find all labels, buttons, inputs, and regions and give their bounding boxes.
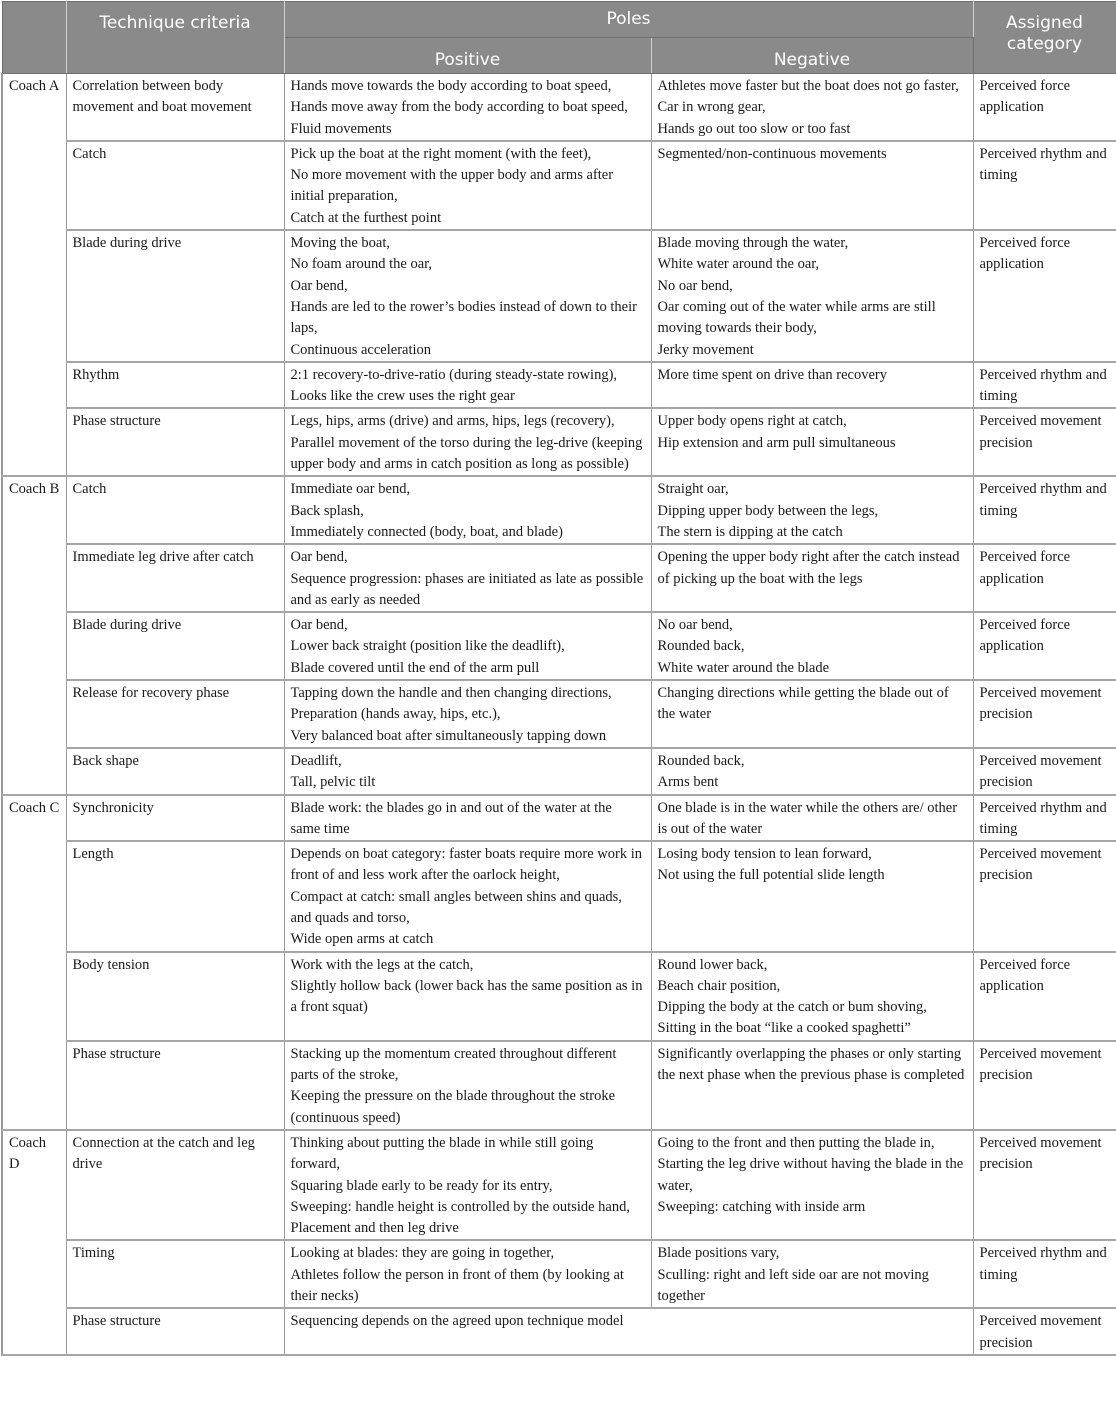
positive-cell xyxy=(284,544,651,612)
table-row xyxy=(2,230,1116,362)
category-cell: Perceived force application xyxy=(973,544,1116,612)
positive-cell-line: Tall, pelvic tilt xyxy=(290,774,376,791)
table-row xyxy=(2,1308,1116,1355)
criterion-cell: Catch xyxy=(66,476,284,544)
positive-cell-line: Immediately connected (body, boat, and blade) xyxy=(290,523,563,540)
table-row xyxy=(2,476,1116,544)
table-body xyxy=(2,74,1116,1355)
category-cell: Perceived rhythm and timing xyxy=(973,1240,1116,1308)
positive-cell-line: Looks like the crew uses the right gear xyxy=(290,388,515,405)
negative-cell-line: Jerky movement xyxy=(657,341,754,358)
category-cell: Perceived rhythm and timing xyxy=(973,476,1116,544)
negative-cell xyxy=(651,74,973,141)
positive-cell-line: Deadlift, xyxy=(290,752,342,769)
table-row xyxy=(2,141,1116,230)
category-cell: Perceived force application xyxy=(973,74,1116,141)
negative-cell-line: Rounded back, xyxy=(657,638,745,655)
positive-cell-line: Catch at the furthest point xyxy=(290,209,442,226)
criterion-cell: Back shape xyxy=(66,748,284,795)
negative-cell xyxy=(651,230,973,362)
table-row xyxy=(2,408,1116,476)
negative-cell xyxy=(651,795,973,842)
negative-cell-line: Dipping upper body between the legs, xyxy=(657,502,879,519)
positive-cell-line: Compact at catch: small angles between shins and quads, and quads and torso, xyxy=(290,888,622,926)
positive-cell-line: Tapping down the handle and then changing directions, xyxy=(290,685,612,702)
negative-cell-line: Hip extension and arm pull simultaneous xyxy=(657,434,896,451)
positive-cell xyxy=(284,408,651,476)
positive-cell-line: Work with the legs at the catch, xyxy=(290,956,474,973)
positive-cell-line: Blade work: the blades go in and out of the water at the same time xyxy=(290,799,612,837)
header-coach xyxy=(2,2,66,74)
negative-cell-line: White water around the oar, xyxy=(657,256,820,273)
negative-cell xyxy=(651,680,973,748)
criterion-cell: Blade during drive xyxy=(66,612,284,680)
header-assigned-category: Assigned category xyxy=(973,2,1116,74)
category-cell: Perceived force application xyxy=(973,952,1116,1041)
positive-cell-line: Hands move towards the body according to boat speed, xyxy=(290,78,612,94)
table-row xyxy=(2,544,1116,612)
criterion-cell: Body tension xyxy=(66,952,284,1041)
negative-cell xyxy=(651,408,973,476)
positive-cell xyxy=(284,362,651,409)
positive-cell-line: Stacking up the momentum created throughout different parts of the stroke, xyxy=(290,1045,617,1084)
positive-cell xyxy=(284,841,651,951)
negative-cell-line: Changing directions while getting the blade out of the water xyxy=(657,685,949,723)
positive-cell-line: Back splash, xyxy=(290,502,364,519)
positive-cell xyxy=(284,612,651,680)
positive-cell-line: Depends on boat category: faster boats require more work in front of and less work after the oarlock height, xyxy=(290,846,643,884)
table-row xyxy=(2,1130,1116,1240)
table-row xyxy=(2,680,1116,748)
positive-cell xyxy=(284,680,651,748)
positive-cell-line: Preparation (hands away, hips, etc.), xyxy=(290,706,501,723)
negative-cell-line: Beach chair position, xyxy=(657,977,781,994)
negative-cell-line: White water around the blade xyxy=(657,659,830,676)
header-positive: Positive xyxy=(284,38,651,74)
negative-cell-line: Oar coming out of the water while arms are still moving towards their body, xyxy=(657,298,936,337)
table-row xyxy=(2,795,1116,842)
coach-name: Coach B xyxy=(2,476,66,794)
coach-name: Coach D xyxy=(2,1130,66,1355)
positive-cell-line: Sequence progression: phases are initiated as late as possible and as early as needed xyxy=(290,570,644,608)
positive-cell-line: Continuous acceleration xyxy=(290,341,432,358)
criterion-cell: Phase structure xyxy=(66,1308,284,1355)
positive-cell-line: Moving the boat, xyxy=(290,235,390,252)
negative-cell-line: Straight oar, xyxy=(657,481,729,498)
negative-cell xyxy=(651,612,973,680)
negative-cell-line: Upper body opens right at catch, xyxy=(657,413,847,430)
negative-cell-line: Dipping the body at the catch or bum shoving, xyxy=(657,999,927,1016)
negative-cell-line: One blade is in the water while the others are/ other is out of the water xyxy=(657,799,958,837)
table-row xyxy=(2,748,1116,795)
positive-cell xyxy=(284,1130,651,1240)
table-row xyxy=(2,362,1116,409)
negative-cell xyxy=(651,1041,973,1130)
category-cell: Perceived movement precision xyxy=(973,408,1116,476)
table-row xyxy=(2,841,1116,951)
negative-cell xyxy=(651,476,973,544)
negative-cell-line: Opening the upper body right after the catch instead of picking up the boat with the legs xyxy=(657,549,960,587)
criterion-cell: Correlation between body movement and boat movement xyxy=(66,74,284,141)
table-row xyxy=(2,1240,1116,1308)
positive-cell-line: Oar bend, xyxy=(290,549,348,566)
category-cell: Perceived movement precision xyxy=(973,1041,1116,1130)
negative-cell-line: Blade moving through the water, xyxy=(657,235,849,252)
negative-cell-line: No oar bend, xyxy=(657,617,733,634)
criterion-cell: Blade during drive xyxy=(66,230,284,362)
positive-cell-line: Immediate oar bend, xyxy=(290,481,411,498)
table-row xyxy=(2,952,1116,1041)
negative-cell-line: Athletes move faster but the boat does not go faster, xyxy=(657,78,959,94)
positive-cell xyxy=(284,230,651,362)
positive-cell xyxy=(284,476,651,544)
negative-cell-line: More time spent on drive than recovery xyxy=(657,366,888,383)
coach-name: Coach A xyxy=(2,74,66,477)
category-cell: Perceived movement precision xyxy=(973,1308,1116,1355)
positive-cell-line: Blade covered until the end of the arm pull xyxy=(290,659,540,676)
category-cell: Perceived rhythm and timing xyxy=(973,141,1116,230)
negative-cell xyxy=(651,1130,973,1240)
positive-cell-line: Very balanced boat after simultaneously tapping down xyxy=(290,727,607,744)
technique-criteria-table xyxy=(1,1,1116,1356)
positive-cell-line: Sweeping: handle height is controlled by the outside hand, xyxy=(290,1198,630,1215)
header-technique-criteria: Technique criteria xyxy=(66,2,284,74)
positive-cell-line: No more movement with the upper body and arms after initial preparation, xyxy=(290,167,614,205)
negative-cell-line: Rounded back, xyxy=(657,752,745,769)
header-poles: Poles xyxy=(284,2,973,38)
negative-cell xyxy=(651,141,973,230)
positive-cell-line: 2:1 recovery-to-drive-ratio (during steady-state rowing), xyxy=(290,366,618,383)
negative-cell-line: Sweeping: catching with inside arm xyxy=(657,1198,866,1215)
negative-cell-line: No oar bend, xyxy=(657,277,733,294)
positive-cell xyxy=(284,1041,651,1130)
negative-cell-line: Segmented/non-continuous movements xyxy=(657,145,887,162)
category-cell: Perceived movement precision xyxy=(973,841,1116,951)
negative-cell-line: Going to the front and then putting the blade in, xyxy=(657,1134,935,1151)
positive-cell xyxy=(284,141,651,230)
positive-cell-line: Hands move away from the body according to boat speed, xyxy=(290,99,628,116)
table-row xyxy=(2,1041,1116,1130)
criterion-cell: Release for recovery phase xyxy=(66,680,284,748)
merged-poles-cell: Sequencing depends on the agreed upon technique model xyxy=(284,1308,973,1355)
criterion-cell: Synchronicity xyxy=(66,795,284,842)
criterion-cell: Catch xyxy=(66,141,284,230)
positive-cell-line: Wide open arms at catch xyxy=(290,931,434,948)
criterion-cell: Rhythm xyxy=(66,362,284,409)
criterion-cell: Timing xyxy=(66,1240,284,1308)
positive-cell-line: Thinking about putting the blade in while still going forward, xyxy=(290,1134,594,1173)
category-cell: Perceived force application xyxy=(973,230,1116,362)
criterion-cell: Connection at the catch and leg drive xyxy=(66,1130,284,1240)
negative-cell-line: Sitting in the boat “like a cooked spaghetti” xyxy=(657,1020,911,1037)
criterion-cell: Phase structure xyxy=(66,1041,284,1130)
category-cell: Perceived movement precision xyxy=(973,1130,1116,1240)
table-row xyxy=(2,612,1116,680)
positive-cell-line: Athletes follow the person in front of them (by looking at their necks) xyxy=(290,1266,624,1305)
category-cell: Perceived rhythm and timing xyxy=(973,362,1116,409)
positive-cell-line: Fluid movements xyxy=(290,120,392,137)
positive-cell xyxy=(284,1240,651,1308)
table-row xyxy=(2,74,1116,141)
negative-cell-line: Hands go out too slow or too fast xyxy=(657,120,851,137)
positive-cell-line: Pick up the boat at the right moment (with the feet), xyxy=(290,145,592,162)
positive-cell-line: Slightly hollow back (lower back has the same position as in a front squat) xyxy=(290,977,643,1016)
negative-cell-line: Starting the leg drive without having the blade in the water, xyxy=(657,1156,964,1194)
negative-cell xyxy=(651,748,973,795)
negative-cell-line: Losing body tension to lean forward, xyxy=(657,846,872,863)
positive-cell-line: Oar bend, xyxy=(290,277,348,294)
positive-cell-line: Keeping the pressure on the blade throughout the stroke (continuous speed) xyxy=(290,1088,616,1126)
header-negative: Negative xyxy=(651,38,973,74)
criterion-cell: Length xyxy=(66,841,284,951)
category-cell: Perceived movement precision xyxy=(973,748,1116,795)
negative-cell xyxy=(651,1240,973,1308)
positive-cell-line: Parallel movement of the torso during the leg-drive (keeping upper body and arms in catch position as long as possible) xyxy=(290,434,643,473)
positive-cell-line: Squaring blade early to be ready for its entry, xyxy=(290,1177,553,1194)
negative-cell xyxy=(651,544,973,612)
coach-name: Coach C xyxy=(2,795,66,1130)
positive-cell-line: Legs, hips, arms (drive) and arms, hips, legs (recovery), xyxy=(290,413,615,430)
positive-cell-line: Looking at blades: they are going in together, xyxy=(290,1245,555,1262)
positive-cell xyxy=(284,74,651,141)
positive-cell-line: No foam around the oar, xyxy=(290,256,433,273)
negative-cell xyxy=(651,362,973,409)
negative-cell-line: Blade positions vary, xyxy=(657,1245,780,1262)
negative-cell-line: Sculling: right and left side oar are not moving together xyxy=(657,1266,929,1305)
positive-cell-line: Oar bend, xyxy=(290,617,348,634)
positive-cell xyxy=(284,795,651,842)
negative-cell xyxy=(651,952,973,1041)
negative-cell-line: Arms bent xyxy=(657,774,719,791)
negative-cell xyxy=(651,841,973,951)
positive-cell-line: Hands are led to the rower’s bodies instead of down to their laps, xyxy=(290,298,637,337)
category-cell: Perceived movement precision xyxy=(973,680,1116,748)
category-cell: Perceived force application xyxy=(973,612,1116,680)
criterion-cell: Phase structure xyxy=(66,408,284,476)
positive-cell-line: Placement and then leg drive xyxy=(290,1220,459,1237)
positive-cell xyxy=(284,952,651,1041)
negative-cell-line: Round lower back, xyxy=(657,956,768,973)
negative-cell-line: Car in wrong gear, xyxy=(657,99,766,116)
positive-cell-line: Lower back straight (position like the deadlift), xyxy=(290,638,565,655)
negative-cell-line: Significantly overlapping the phases or only starting the next phase when the previous phase is completed xyxy=(657,1045,965,1084)
positive-cell xyxy=(284,748,651,795)
negative-cell-line: Not using the full potential slide length xyxy=(657,867,885,884)
negative-cell-line: The stern is dipping at the catch xyxy=(657,523,843,540)
criterion-cell: Immediate leg drive after catch xyxy=(66,544,284,612)
category-cell: Perceived rhythm and timing xyxy=(973,795,1116,842)
